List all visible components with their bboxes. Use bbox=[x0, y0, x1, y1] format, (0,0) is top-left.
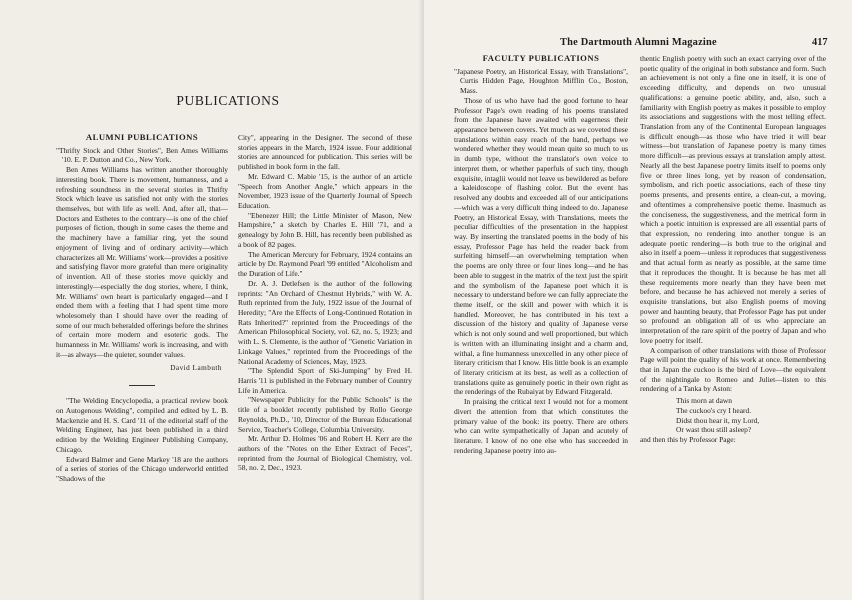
paragraph: In praising the critical text I would not for a moment divert the attention from that which constitutes the primary value of the book: its poetry. There are others who can write sympathetically of Japan and acutely of literature. I know of no one else who has succeeded in rendering Japanese poetry into au- bbox=[454, 397, 628, 455]
verse-line: Or wast thou still asleep? bbox=[676, 425, 752, 435]
left-column-2 bbox=[238, 133, 412, 473]
review-body: Ben Ames Williams has written another thoroughly interesting book. There is movement, humanness, and a refreshing soundness in the several stories in Thrifty Stock which leave us satisfied not only with the stories themselves, but with life as well. And, after all, that—Doctors and Esthetes to the contrary—is one of the chief purposes of fiction, though in some cases the theme and the machinery have a familiar ring, yet the sound enjoyment of living and of ordinary activity—which characterizes all Mr. Williams' work—provides a positive and satisfying flavor more grateful than mere originality of invention. All of these stories move quickly and interestingly—especially the dog stories, where, I think, Mr. Williams' own heart is particularly engaged—and I ended them with a feeling that I had spent time more wholesomely than I should have over the reading of some of our much beheralded offerings before the shrines of certain more modern and esoteric gods. The humanness in Mr. Williams' work is increasing, and with it—as always—the quieter, sounder values. bbox=[56, 165, 228, 359]
review-entry-title: "Thrifty Stock and Other Stories", Ben Ames Williams '10. E. P. Dutton and Co., New York. bbox=[56, 145, 228, 165]
paragraph: A comparison of other translations with those of Professor Page will point the quality of his work at once. Remembering that in Japan the cuckoo is the bird of Love—the equivalent of the nightingale to Romeo and Juliet—listen to this rendering of a Tanka by Aston: bbox=[640, 345, 826, 394]
running-header: The Dartmouth Alumni Magazine bbox=[560, 37, 717, 48]
paragraph: City", appearing in the Designer. The second of these stories appears in the March, 1924 issue. Four additional stories are announced for publication. This series will be published in book form in the fall. bbox=[238, 133, 412, 172]
paragraph: The American Mercury for February, 1924 contains an article by Dr. Raymond Pearl '99 entitled "Alcoholism and the Duration of Life." bbox=[238, 249, 412, 279]
left-column-1 bbox=[56, 133, 228, 484]
closing-line: and then this by Professor Page: bbox=[640, 435, 736, 445]
page-number: 417 bbox=[812, 37, 828, 48]
review-entry-title: "Japanese Poetry, an Historical Essay, with Translations", Curtis Hidden Page, Houghton Mifflin Co., Boston, Mass. bbox=[454, 66, 628, 96]
paragraph: "Ebenezer Hill; the Little Minister of Mason, New Hampshire," a sketch by Charles E. Hill '71, and a genealogy by John B. Hill, has recently been published as a book of 82 pages. bbox=[238, 210, 412, 249]
paragraph: Mr. Edward C. Mabie '15, is the author of an article "Speech from Another Angle," which appears in the November, 1923 issue of the Quarterly Journal of Speech Education. bbox=[238, 171, 412, 211]
section-divider bbox=[129, 385, 155, 386]
welding-paragraph: "The Welding Encyclopedia, a practical review book on Autogenous Welding", compiled and edited by L. B. Mackenzie and H. S. Card '11 of the editorial staff of the Welding Engineer, has just been published in a third edition by the Welding Engineer Publishing Company, Chicago. bbox=[56, 396, 228, 454]
verse-line: The cuckoo's cry I heard. bbox=[676, 405, 752, 415]
verse-line: This morn at dawn bbox=[676, 396, 732, 406]
alumni-publications-heading: ALUMNI PUBLICATIONS bbox=[85, 132, 199, 142]
paragraph: thentic English poetry with such an exact carrying over of the poetic quality of the original in both substance and form. Such an achievement is not only a fine one in itself, it is one of exceeding difficulty, and depends on two unusual qualifications: a genuine poetic ability, and, also, such a familiarity with English poetry as makes it possible to employ its associations and suggestions with the most telling effect. Translation from any of the Continental European languages is difficult enough—as those who have tried it will bear witness—but translation of Japanese poetry is many times more difficult—as previous essays at translation amply attest. Nearly all the best Japanese poetry limits itself to poems only five or three lines long, yet by reason of condensation, symbolism, and rich poetic associations, each of these tiny poems presents, and presents entire, a clean-cut, a moving, and oftentimes a comprehensive poetic theme. Inasmuch as the conciseness, the suggestiveness, and the metrical form in which a poetic intuition is expressed are all essential parts of that expression, no rendering into another tongue is an adequate poetic rendering—is both true to the original and also in itself a poem—unless it reproduces that suggestiveness and that actual form as nearly as possible, at the same time that it reproduces the thought. It is because he has met all these requirements more nearly than they have been met before, and because he has achieved not merely a series of exquisite translations, but also English poems of moving power and haunting beauty, that Professor Page has put under so profound an obligation all of us who appreciate an interpretation of the rare spirit of the poetry of Japan and who love poetry for itself. bbox=[640, 54, 826, 345]
paragraph: Those of us who have had the good fortune to hear Professor Page's own reading of his poems translated from the Japanese have awaited with eagerness their appearance between covers. Yet much as we coveted these translations within easy reach of the hand, perhaps we wondered whether they would mean quite so much to us in dumb type, without the translator's own voice to interpret them, or whether paperfuls of such tiny, though exquisite, intaglii would not leave us bewildered as before a kaleidoscope of flashing color. But the event has resolved any doubts and exceeded all of our anticipations—which was a very difficult thing indeed to do. Japanese Poetry, an Historical Essay, with Translations, meets the peculiar difficulties of the presentation in the happiest way. By inserting the translated poems in the body of his essay, Professor Page has held the reader back from surfeiting himself—an overwhelming temptation when the poems are only three or four lines long—and he has been able to suggest in the matrix of the text just the spirit and the symbolism of the Japanese poet which it is necessary to understand before we can fully appreciate the theme itself, or the skill and power with which it is handled. Moreover, he has contributed in his text a discussion of the history and quality of Japanese verse which is not only sound and well proportioned, but which is written with an illuminating insight and a charm and, withal, a fine humanness unexcelled in any other piece of literary criticism that I know. His little book is an example of literary criticism at its best, as well as a collection of translations quite as genuinely poetic in their own right as the renderings of the Rubaiyat by Edward Fitzgerald. bbox=[454, 95, 628, 397]
faculty-publications-heading: FACULTY PUBLICATIONS bbox=[482, 53, 600, 63]
paragraph: Dr. A. J. Detlefsen is the author of the following reprints: "An Orchard of Chestnut Hybrids," with W. A. Ruth reprinted from the July, 1922 issue of the Journal of Heredity; "Are the Effects of Long-Continued Rotation in Rats Inherited?" reprinted from the Proceedings of the American Philosophical Society, vol. 62, no. 5, 1923; and with L. S. Clemente, is the author of "Genetic Variation in Linkage Values," reprinted from the Proceedings of the National Academy of Sciences, May, 1923. bbox=[238, 278, 412, 366]
paragraph: Mr. Arthur D. Holmes '06 and Robert H. Kerr are the authors of the "Notes on the Ether Extract of Feces", reprinted from the Journal of Biological Chemistry, vol. 58, no. 2, Dec., 1923. bbox=[238, 434, 412, 473]
paragraph: "The Splendid Sport of Ski-Jumping" by Fred H. Harris '11 is published in the February number of Country Life in America. bbox=[238, 366, 412, 395]
right-column-1 bbox=[454, 54, 628, 455]
right-column-2 bbox=[640, 54, 826, 445]
left-page bbox=[0, 0, 424, 600]
verse-line: Didst thou hear it, my Lord, bbox=[676, 415, 760, 425]
page-title: PUBLICATIONS bbox=[176, 93, 280, 108]
balmer-paragraph: Edward Balmer and Gene Markey '18 are the authors of a series of stories of the Chicago underworld entitled "Shadows of the bbox=[56, 454, 228, 483]
review-signature: David Lambuth bbox=[170, 363, 222, 372]
tanka-verse bbox=[676, 396, 826, 435]
paragraph: "Newspaper Publicity for the Public Schools" is the title of a booklet recently published by Rollo George Reynolds, Ph.D., '10, Director of the Bureau Educational Service, Teacher's College, Columbia University. bbox=[238, 395, 412, 434]
